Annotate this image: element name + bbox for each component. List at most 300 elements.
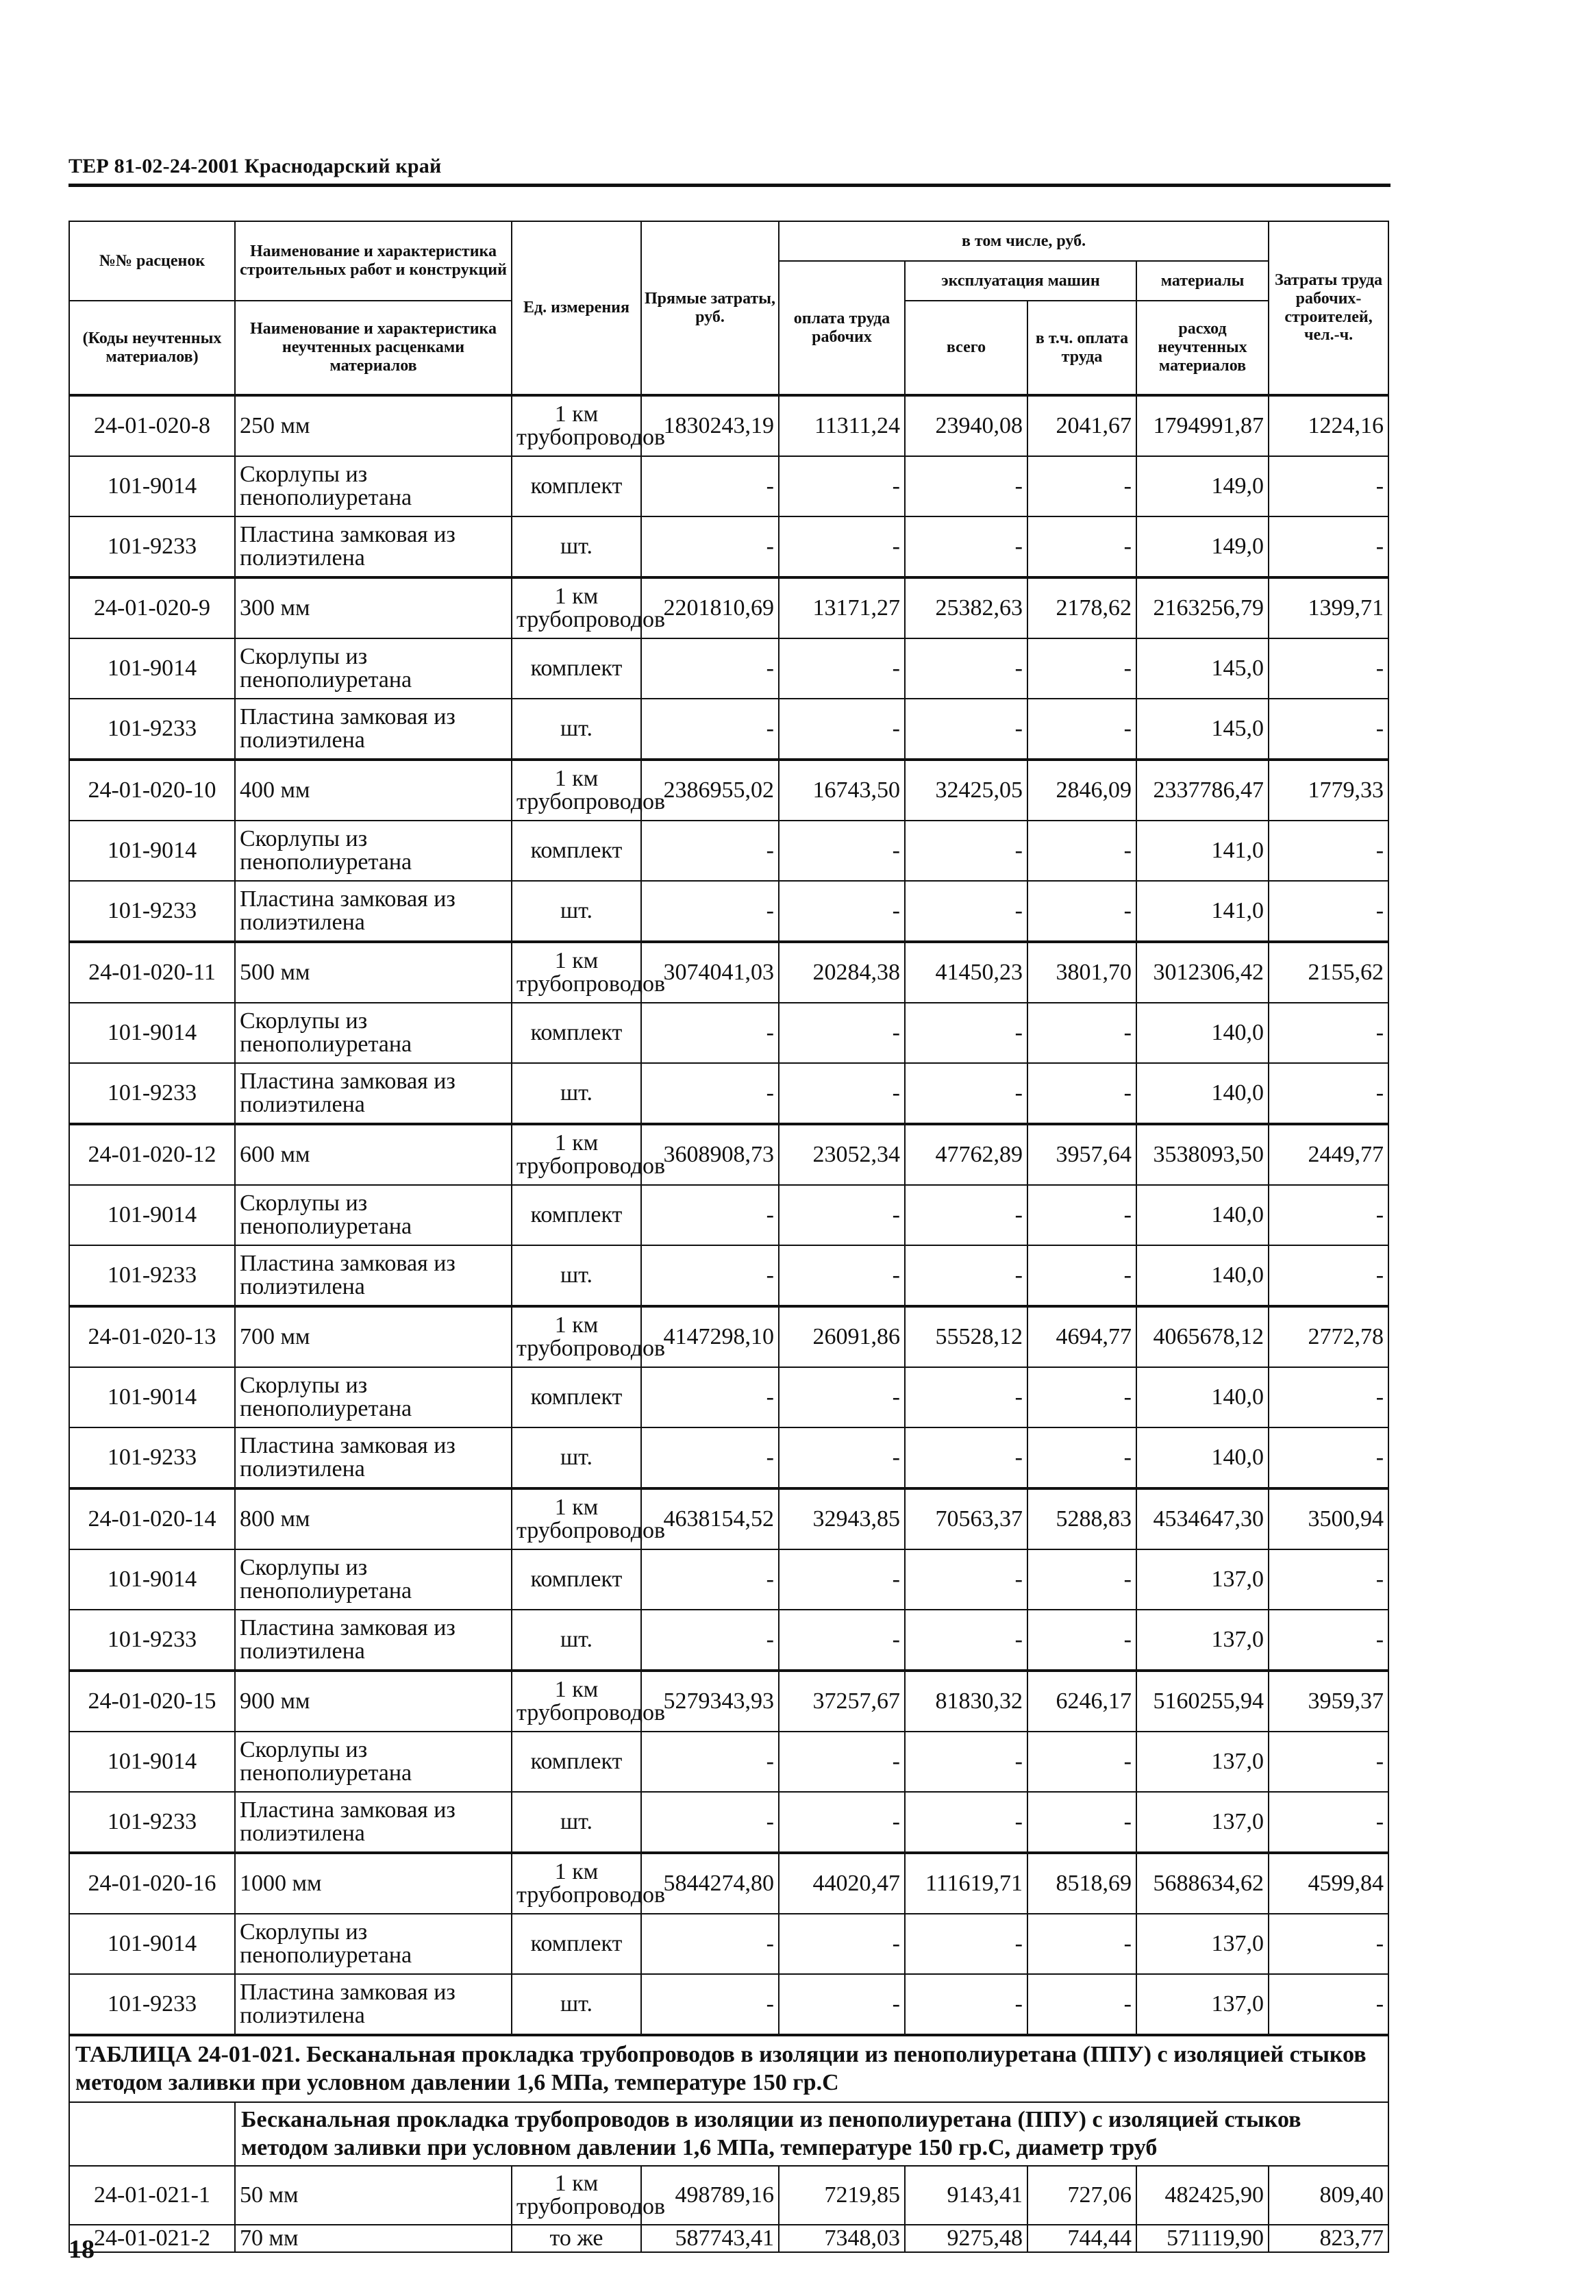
machines-labor: - (1027, 1974, 1136, 2035)
table-caption-row (69, 2035, 1388, 2102)
direct-costs: - (641, 1732, 779, 1792)
material-name: Скорлупы из пенополиуретана (235, 1367, 512, 1427)
machines-labor: 2041,67 (1027, 395, 1136, 456)
empty-cell (69, 2102, 235, 2166)
rate-code: 24-01-021-1 (69, 2166, 235, 2225)
rate-code: 24-01-020-11 (69, 942, 235, 1003)
material-name: Пластина замковая из полиэтилена (235, 1245, 512, 1306)
materials: 571119,90 (1136, 2225, 1269, 2252)
labor-pay: - (779, 1974, 905, 2035)
machines-total: 47762,89 (905, 1124, 1027, 1185)
worker-hours: - (1269, 1003, 1388, 1063)
labor-pay: 37257,67 (779, 1671, 905, 1732)
labor-pay: 13171,27 (779, 577, 905, 638)
machines-total: - (905, 516, 1027, 577)
direct-costs: 4147298,10 (641, 1306, 779, 1367)
labor-pay: 11311,24 (779, 395, 905, 456)
machines-total: 111619,71 (905, 1853, 1027, 1914)
materials: 145,0 (1136, 699, 1269, 760)
direct-costs: - (641, 699, 779, 760)
col-machines-header: эксплуатация машин (905, 261, 1136, 301)
direct-costs: 2386955,02 (641, 760, 779, 821)
machines-labor: - (1027, 1185, 1136, 1245)
worker-hours: - (1269, 881, 1388, 942)
machines-total: - (905, 821, 1027, 881)
labor-pay: - (779, 638, 905, 699)
table-row (69, 942, 1388, 1003)
machines-total: 23940,08 (905, 395, 1027, 456)
machines-labor: - (1027, 516, 1136, 577)
materials: 140,0 (1136, 1003, 1269, 1063)
materials: 5160255,94 (1136, 1671, 1269, 1732)
machines-total: - (905, 1245, 1027, 1306)
labor-pay: - (779, 1245, 905, 1306)
rate-code: 24-01-020-10 (69, 760, 235, 821)
worker-hours: - (1269, 1914, 1388, 1974)
labor-pay: 7219,85 (779, 2166, 905, 2225)
labor-pay: - (779, 1185, 905, 1245)
col-mach-labor-header: в т.ч. оплата труда (1027, 301, 1136, 395)
direct-costs: - (641, 1245, 779, 1306)
worker-hours: 2449,77 (1269, 1124, 1388, 1185)
material-code: 101-9233 (69, 1974, 235, 2035)
rate-code: 24-01-021-2 (69, 2225, 235, 2252)
work-name: 700 мм (235, 1306, 512, 1367)
material-code: 101-9014 (69, 1914, 235, 1974)
table-row (69, 1367, 1388, 1427)
labor-pay: - (779, 1732, 905, 1792)
labor-pay: - (779, 456, 905, 516)
table-row (69, 1124, 1388, 1185)
direct-costs: - (641, 881, 779, 942)
material-code: 101-9014 (69, 456, 235, 516)
labor-pay: 26091,86 (779, 1306, 905, 1367)
unit: шт. (512, 881, 641, 942)
material-name: Скорлупы из пенополиуретана (235, 1732, 512, 1792)
table-row (69, 1914, 1388, 1974)
material-name: Скорлупы из пенополиуретана (235, 456, 512, 516)
work-name: 1000 мм (235, 1853, 512, 1914)
unit: шт. (512, 1427, 641, 1488)
table-row (69, 456, 1388, 516)
machines-total: - (905, 1610, 1027, 1671)
section-heading-row (69, 2102, 1388, 2166)
table-row (69, 516, 1388, 577)
direct-costs: - (641, 1367, 779, 1427)
worker-hours: - (1269, 1792, 1388, 1853)
direct-costs: 3608908,73 (641, 1124, 779, 1185)
materials: 2163256,79 (1136, 577, 1269, 638)
material-code: 101-9014 (69, 1367, 235, 1427)
work-name: 600 мм (235, 1124, 512, 1185)
rate-code: 24-01-020-14 (69, 1488, 235, 1549)
material-name: Скорлупы из пенополиуретана (235, 1003, 512, 1063)
materials: 137,0 (1136, 1974, 1269, 2035)
machines-total: - (905, 1792, 1027, 1853)
table-body (69, 395, 1388, 2252)
machines-labor: - (1027, 1063, 1136, 1124)
rate-code: 24-01-020-15 (69, 1671, 235, 1732)
machines-labor: - (1027, 881, 1136, 942)
col-mat-consumption-header: расход неучтенных материалов (1136, 301, 1269, 395)
material-name: Пластина замковая из полиэтилена (235, 699, 512, 760)
material-code: 101-9233 (69, 699, 235, 760)
col-mach-total-header: всего (905, 301, 1027, 395)
materials: 140,0 (1136, 1063, 1269, 1124)
labor-pay: 32943,85 (779, 1488, 905, 1549)
materials: 140,0 (1136, 1427, 1269, 1488)
table-row (69, 699, 1388, 760)
material-code: 101-9233 (69, 881, 235, 942)
work-name: 400 мм (235, 760, 512, 821)
unit: 1 км трубопроводов (512, 1124, 641, 1185)
rate-code: 24-01-020-8 (69, 395, 235, 456)
materials: 137,0 (1136, 1792, 1269, 1853)
machines-labor: - (1027, 1245, 1136, 1306)
direct-costs: 2201810,69 (641, 577, 779, 638)
worker-hours: 3959,37 (1269, 1671, 1388, 1732)
table-row (69, 1488, 1388, 1549)
machines-total: - (905, 456, 1027, 516)
worker-hours: 2772,78 (1269, 1306, 1388, 1367)
machines-total: - (905, 1549, 1027, 1610)
work-name: 70 мм (235, 2225, 512, 2252)
materials: 1794991,87 (1136, 395, 1269, 456)
labor-pay: 16743,50 (779, 760, 905, 821)
col-labor-header: оплата труда рабочих (779, 261, 905, 395)
direct-costs: - (641, 516, 779, 577)
unit: комплект (512, 456, 641, 516)
unit: комплект (512, 1367, 641, 1427)
table-row (69, 1003, 1388, 1063)
materials: 140,0 (1136, 1367, 1269, 1427)
unit: комплект (512, 1549, 641, 1610)
materials: 137,0 (1136, 1732, 1269, 1792)
materials: 3012306,42 (1136, 942, 1269, 1003)
page-number: 18 (68, 2235, 95, 2264)
col-incl-header: в том числе, руб. (779, 221, 1269, 261)
table-row (69, 1306, 1388, 1367)
materials: 140,0 (1136, 1245, 1269, 1306)
machines-total: 55528,12 (905, 1306, 1027, 1367)
worker-hours: 4599,84 (1269, 1853, 1388, 1914)
machines-total: 9275,48 (905, 2225, 1027, 2252)
direct-costs: - (641, 1427, 779, 1488)
material-name: Пластина замковая из полиэтилена (235, 1974, 512, 2035)
header-rule (68, 184, 1391, 187)
direct-costs: 3074041,03 (641, 942, 779, 1003)
direct-costs: 4638154,52 (641, 1488, 779, 1549)
table-row (69, 395, 1388, 456)
machines-labor: 2178,62 (1027, 577, 1136, 638)
rate-code: 24-01-020-9 (69, 577, 235, 638)
unit: 1 км трубопроводов (512, 942, 641, 1003)
direct-costs: - (641, 1063, 779, 1124)
unit: комплект (512, 821, 641, 881)
direct-costs: - (641, 1914, 779, 1974)
unit: 1 км трубопроводов (512, 395, 641, 456)
machines-labor: 3801,70 (1027, 942, 1136, 1003)
machines-labor: 8518,69 (1027, 1853, 1136, 1914)
table-row (69, 1792, 1388, 1853)
labor-pay: - (779, 1610, 905, 1671)
machines-total: - (905, 1185, 1027, 1245)
machines-labor: - (1027, 1427, 1136, 1488)
unit: шт. (512, 516, 641, 577)
unit: 1 км трубопроводов (512, 1488, 641, 1549)
materials: 137,0 (1136, 1549, 1269, 1610)
machines-labor: - (1027, 1610, 1136, 1671)
worker-hours: 1399,71 (1269, 577, 1388, 638)
document-header: ТЕР 81-02-24-2001 Краснодарский край (68, 155, 442, 177)
worker-hours: - (1269, 1245, 1388, 1306)
worker-hours: 2155,62 (1269, 942, 1388, 1003)
materials: 149,0 (1136, 456, 1269, 516)
rates-table (68, 221, 1389, 2253)
material-name: Пластина замковая из полиэтилена (235, 881, 512, 942)
table-header (69, 221, 1388, 395)
materials: 145,0 (1136, 638, 1269, 699)
machines-total: 81830,32 (905, 1671, 1027, 1732)
direct-costs: - (641, 1610, 779, 1671)
work-name: 900 мм (235, 1671, 512, 1732)
materials: 482425,90 (1136, 2166, 1269, 2225)
materials: 141,0 (1136, 881, 1269, 942)
machines-total: - (905, 699, 1027, 760)
machines-labor: 3957,64 (1027, 1124, 1136, 1185)
rate-code: 24-01-020-13 (69, 1306, 235, 1367)
section-heading: Бесканальная прокладка трубопроводов в изоляции из пенополиуретана (ППУ) с изоляцией стыков методом заливки при условном давлении 1,6 МПа, температуре 150 гр.С, диаметр труб (235, 2102, 1388, 2166)
machines-total: 70563,37 (905, 1488, 1027, 1549)
worker-hours: 1779,33 (1269, 760, 1388, 821)
col-materials-header: материалы (1136, 261, 1269, 301)
worker-hours: - (1269, 699, 1388, 760)
machines-labor: - (1027, 1732, 1136, 1792)
direct-costs: - (641, 821, 779, 881)
unit: шт. (512, 699, 641, 760)
table-row (69, 1549, 1388, 1610)
unit: шт. (512, 1245, 641, 1306)
machines-labor: 744,44 (1027, 2225, 1136, 2252)
labor-pay: - (779, 1367, 905, 1427)
direct-costs: - (641, 456, 779, 516)
col-unit-header: Ед. измерения (512, 221, 641, 395)
labor-pay: 7348,03 (779, 2225, 905, 2252)
direct-costs: - (641, 1003, 779, 1063)
labor-pay: 20284,38 (779, 942, 905, 1003)
table-row (69, 821, 1388, 881)
worker-hours: - (1269, 456, 1388, 516)
material-code: 101-9233 (69, 1427, 235, 1488)
machines-total: - (905, 881, 1027, 942)
material-name: Пластина замковая из полиэтилена (235, 1610, 512, 1671)
col-code-header: №№ расценок (69, 221, 235, 301)
unit: шт. (512, 1974, 641, 2035)
labor-pay: - (779, 1549, 905, 1610)
materials: 3538093,50 (1136, 1124, 1269, 1185)
work-name: 300 мм (235, 577, 512, 638)
material-code: 101-9014 (69, 1732, 235, 1792)
materials: 137,0 (1136, 1610, 1269, 1671)
machines-total: 41450,23 (905, 942, 1027, 1003)
worker-hours: 1224,16 (1269, 395, 1388, 456)
labor-pay: - (779, 821, 905, 881)
material-code: 101-9014 (69, 1549, 235, 1610)
worker-hours: - (1269, 516, 1388, 577)
machines-total: - (905, 1974, 1027, 2035)
table-row (69, 1245, 1388, 1306)
material-name: Пластина замковая из полиэтилена (235, 1427, 512, 1488)
unit: комплект (512, 1185, 641, 1245)
worker-hours: - (1269, 1427, 1388, 1488)
unit: 1 км трубопроводов (512, 1853, 641, 1914)
table-row (69, 638, 1388, 699)
material-code: 101-9233 (69, 1610, 235, 1671)
machines-total: - (905, 638, 1027, 699)
table-row (69, 1853, 1388, 1914)
materials: 5688634,62 (1136, 1853, 1269, 1914)
direct-costs: - (641, 1549, 779, 1610)
unit: шт. (512, 1610, 641, 1671)
machines-labor: - (1027, 638, 1136, 699)
labor-pay: - (779, 1914, 905, 1974)
labor-pay: - (779, 1063, 905, 1124)
machines-labor: 4694,77 (1027, 1306, 1136, 1367)
material-code: 101-9014 (69, 1185, 235, 1245)
materials: 141,0 (1136, 821, 1269, 881)
labor-pay: 23052,34 (779, 1124, 905, 1185)
worker-hours: 3500,94 (1269, 1488, 1388, 1549)
worker-hours: 823,77 (1269, 2225, 1388, 2252)
direct-costs: 498789,16 (641, 2166, 779, 2225)
col-code-subheader: (Коды неучтенных материалов) (69, 301, 235, 395)
work-name: 50 мм (235, 2166, 512, 2225)
table-row (69, 1732, 1388, 1792)
labor-pay: 44020,47 (779, 1853, 905, 1914)
unit: 1 км трубопроводов (512, 577, 641, 638)
material-name: Скорлупы из пенополиуретана (235, 1914, 512, 1974)
direct-costs: 5279343,93 (641, 1671, 779, 1732)
worker-hours: - (1269, 1367, 1388, 1427)
col-workers-header: Затраты труда рабочих-строителей, чел.-ч. (1269, 221, 1388, 395)
material-code: 101-9233 (69, 1063, 235, 1124)
machines-labor: - (1027, 821, 1136, 881)
table-row (69, 1427, 1388, 1488)
col-name-subheader: Наименование и характеристика неучтенных расценками материалов (235, 301, 512, 395)
materials: 2337786,47 (1136, 760, 1269, 821)
material-code: 101-9014 (69, 821, 235, 881)
worker-hours: 809,40 (1269, 2166, 1388, 2225)
machines-total: - (905, 1427, 1027, 1488)
labor-pay: - (779, 1792, 905, 1853)
material-code: 101-9233 (69, 516, 235, 577)
work-name: 500 мм (235, 942, 512, 1003)
material-name: Пластина замковая из полиэтилена (235, 1063, 512, 1124)
labor-pay: - (779, 699, 905, 760)
materials: 137,0 (1136, 1914, 1269, 1974)
machines-total: - (905, 1003, 1027, 1063)
col-direct-header: Прямые затраты, руб. (641, 221, 779, 395)
table-row (69, 760, 1388, 821)
labor-pay: - (779, 1003, 905, 1063)
table-row (69, 881, 1388, 942)
col-name-header: Наименование и характеристика строительных работ и конструкций (235, 221, 512, 301)
direct-costs: 5844274,80 (641, 1853, 779, 1914)
unit: комплект (512, 638, 641, 699)
table-row (69, 2166, 1388, 2225)
labor-pay: - (779, 516, 905, 577)
machines-labor: 6246,17 (1027, 1671, 1136, 1732)
material-name: Скорлупы из пенополиуретана (235, 1185, 512, 1245)
table-row (69, 1671, 1388, 1732)
unit: комплект (512, 1003, 641, 1063)
machines-labor: - (1027, 1367, 1136, 1427)
machines-labor: - (1027, 1003, 1136, 1063)
table-row (69, 1610, 1388, 1671)
unit: комплект (512, 1732, 641, 1792)
direct-costs: 587743,41 (641, 2225, 779, 2252)
worker-hours: - (1269, 1063, 1388, 1124)
worker-hours: - (1269, 1974, 1388, 2035)
machines-total: - (905, 1732, 1027, 1792)
machines-labor: 5288,83 (1027, 1488, 1136, 1549)
rate-code: 24-01-020-12 (69, 1124, 235, 1185)
machines-labor: - (1027, 1549, 1136, 1610)
rate-code: 24-01-020-16 (69, 1853, 235, 1914)
machines-total: - (905, 1914, 1027, 1974)
unit: шт. (512, 1792, 641, 1853)
machines-labor: - (1027, 1914, 1136, 1974)
material-code: 101-9014 (69, 638, 235, 699)
direct-costs: - (641, 1185, 779, 1245)
table-caption: ТАБЛИЦА 24-01-021. Бесканальная прокладка трубопроводов в изоляции из пенополиуретана (ППУ) с изоляцией стыков методом заливки при условном давлении 1,6 МПа, температуре 150 гр.С (69, 2035, 1388, 2102)
unit: 1 км трубопроводов (512, 1306, 641, 1367)
worker-hours: - (1269, 1732, 1388, 1792)
worker-hours: - (1269, 638, 1388, 699)
work-name: 250 мм (235, 395, 512, 456)
direct-costs: - (641, 638, 779, 699)
direct-costs: 1830243,19 (641, 395, 779, 456)
material-name: Скорлупы из пенополиуретана (235, 821, 512, 881)
unit: 1 км трубопроводов (512, 760, 641, 821)
materials: 4065678,12 (1136, 1306, 1269, 1367)
machines-labor: - (1027, 699, 1136, 760)
machines-labor: 727,06 (1027, 2166, 1136, 2225)
worker-hours: - (1269, 1185, 1388, 1245)
machines-labor: - (1027, 456, 1136, 516)
machines-total: - (905, 1063, 1027, 1124)
unit: шт. (512, 1063, 641, 1124)
machines-total: 32425,05 (905, 760, 1027, 821)
labor-pay: - (779, 1427, 905, 1488)
materials: 140,0 (1136, 1185, 1269, 1245)
material-code: 101-9233 (69, 1792, 235, 1853)
table-row (69, 1974, 1388, 2035)
unit: 1 км трубопроводов (512, 2166, 641, 2225)
direct-costs: - (641, 1792, 779, 1853)
material-name: Пластина замковая из полиэтилена (235, 1792, 512, 1853)
machines-labor: 2846,09 (1027, 760, 1136, 821)
materials: 4534647,30 (1136, 1488, 1269, 1549)
table-row (69, 577, 1388, 638)
machines-total: 9143,41 (905, 2166, 1027, 2225)
table-row (69, 1185, 1388, 1245)
direct-costs: - (641, 1974, 779, 2035)
machines-total: 25382,63 (905, 577, 1027, 638)
worker-hours: - (1269, 1610, 1388, 1671)
table-row (69, 2225, 1388, 2252)
unit: комплект (512, 1914, 641, 1974)
